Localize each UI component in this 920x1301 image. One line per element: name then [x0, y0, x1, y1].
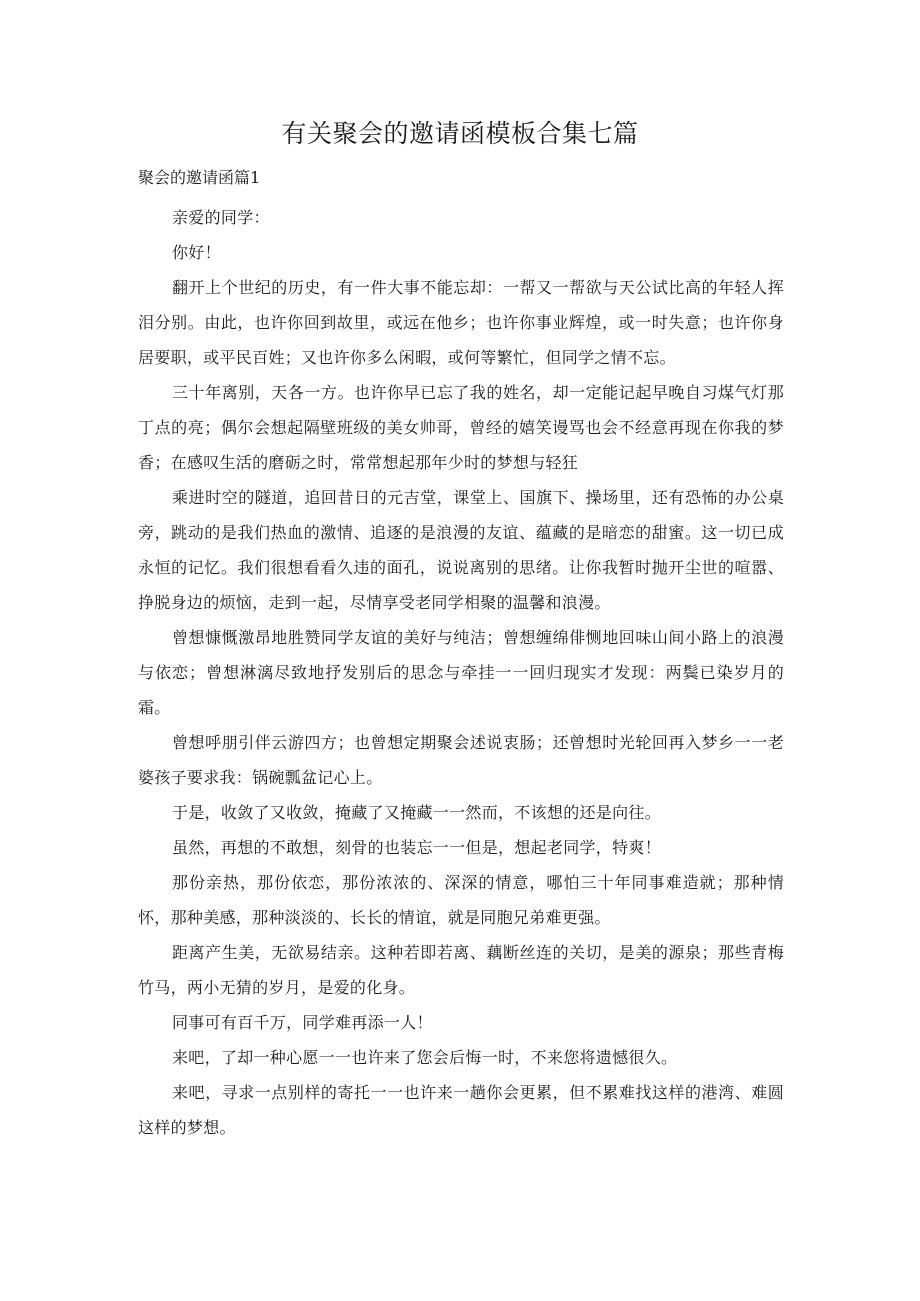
paragraph: 曾想慷慨激昂地胜赞同学友谊的美好与纯洁；曾想缠绵俳恻地回味山间小路上的浪漫与依恋；曾想淋漓尽致地抒发别后的思念与牵挂一一回归现实才发现：两鬓已染岁月的霜。	[138, 628, 784, 717]
paragraph: 距离产生美，无欲易结亲。这种若即若离、藕断丝连的关切，是美的源泉；那些青梅竹马，两小无猜的岁月，是爱的化身。	[138, 943, 784, 997]
paragraph: 同事可有百千万，同学难再添一人！	[172, 1013, 433, 1032]
document-title: 有关聚会的邀请函模板合集七篇	[281, 119, 639, 148]
paragraph: 来吧，寻求一点别样的寄托一一也许来一趟你会更累，但不累难找这样的港湾、难圆这样的梦想。	[138, 1083, 784, 1137]
paragraph: 曾想呼朋引伴云游四方；也曾想定期聚会述说衷肠；还曾想时光轮回再入梦乡一一老婆孩子要求我：锅碗瓢盆记心上。	[138, 733, 784, 787]
paragraph-hello: 你好！	[172, 243, 221, 262]
paragraph: 乘进时空的隧道，追回昔日的元吉堂，课堂上、国旗下、操场里，还有恐怖的办公桌旁，跳动的是我们热血的激情、追逐的是浪漫的友谊、蕴藏的是暗恋的甜蜜。这一切已成永恒的记忆。我们很想看看久违的面孔，说说离别的思绪。让你我暂时抛开尘世的喧嚣、挣脱身边的烦恼，走到一起，尽情享受老同学相聚的温馨和浪漫。	[138, 488, 784, 612]
section-heading: 聚会的邀请函篇1	[138, 168, 261, 187]
paragraph: 虽然，再想的不敢想，刻骨的也装忘一一但是，想起老同学，特爽！	[172, 838, 662, 857]
paragraph: 来吧，了却一种心愿一一也许来了您会后悔一时，不来您将遗憾很久。	[172, 1048, 678, 1067]
paragraph: 三十年离别，天各一方。也许你早已忘了我的姓名，却一定能记起早晚自习煤气灯那丁点的亮；偶尔会想起隔壁班级的美女帅哥，曾经的嬉笑谩骂也会不经意再现在你我的梦香；在感叹生活的磨砺之时，常常想起那年少时的梦想与轻狂	[138, 383, 784, 472]
document-body	[138, 164, 784, 1145]
paragraph: 那份亲热，那份依恋，那份浓浓的、深深的情意，哪怕三十年同事难造就；那种情怀，那种美感，那种淡淡的、长长的情谊，就是同胞兄弟难更强。	[138, 873, 784, 927]
paragraph-greeting: 亲爱的同学：	[172, 208, 270, 227]
paragraph: 于是，收敛了又收敛，掩藏了又掩藏一一然而，不该想的还是向往。	[172, 803, 662, 822]
paragraph: 翻开上个世纪的历史，有一件大事不能忘却：一帮又一帮欲与天公试比高的年轻人挥泪分别。由此，也许你回到故里，或远在他乡；也许你事业辉煌，或一时失意；也许你身居要职，或平民百姓；又也许你多么闲暇，或何等繁忙，但同学之情不忘。	[138, 278, 784, 367]
